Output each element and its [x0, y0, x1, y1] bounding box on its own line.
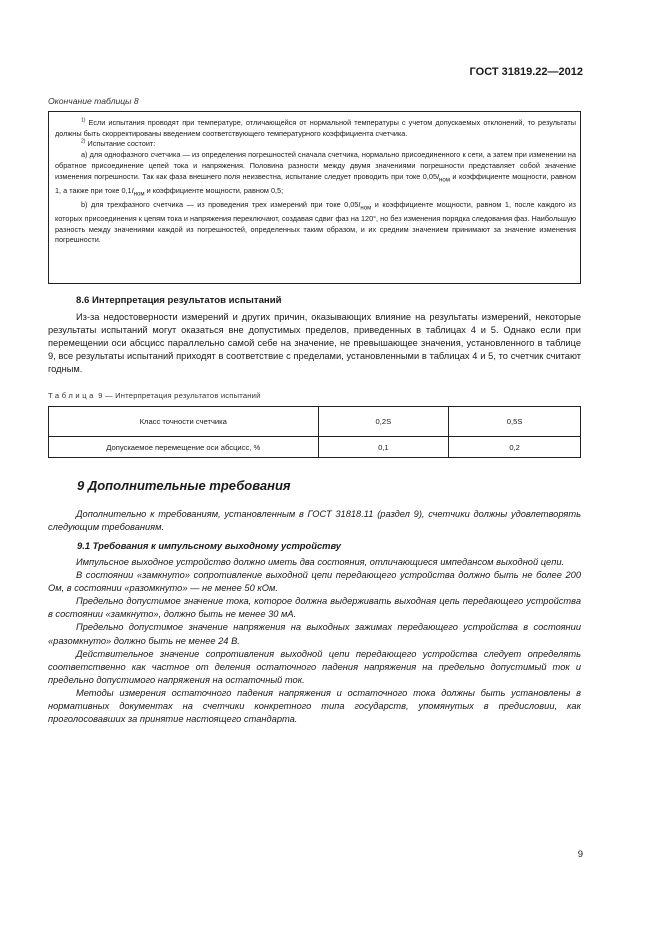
- item-a-text-2: и коэффициенте мощности, равном 1, а также при токе 0,1: [55, 171, 576, 195]
- table9-caption: [48, 391, 261, 400]
- section-9-1-title: 9.1 Требования к импульсному выходному устройству: [77, 540, 342, 551]
- table9: [48, 406, 581, 458]
- paragraph: Предельно допустимое значение тока, которое должна выдерживать выходная цепь передающего устройства в состоянии «замкнуто», должно быть не менее 30 мА.: [48, 596, 581, 620]
- table-row: [49, 407, 581, 437]
- paragraph: В состоянии «замкнуто» сопротивление выходной цепи передающего устройства должно быть не более 200 Ом, в состоянии «разомкнуто» — не менее 50 кОм.: [48, 570, 581, 594]
- table-cell: 0,2S: [318, 407, 449, 437]
- item-b-text-1: b) для трехфазного счетчика — из проведения трех измерений при токе 0,05: [81, 199, 359, 209]
- note-2: [55, 139, 576, 150]
- table9-caption-rest: 9 — Интерпретация результатов испытаний: [95, 391, 261, 400]
- item-a-current-symbol-1: I: [437, 171, 440, 181]
- table-cell: 0,5S: [449, 407, 581, 437]
- section-9-title: 9 Дополнительные требования: [77, 478, 291, 493]
- note-1-marker: 1): [81, 117, 86, 124]
- table-row: [49, 437, 581, 458]
- note-2-item-b: [55, 200, 576, 246]
- table-cell: 0,2: [449, 437, 581, 458]
- note-2-item-a: [55, 150, 576, 200]
- table-cell: 0,1: [318, 437, 449, 458]
- section-9-intro: [48, 508, 581, 534]
- paragraph: Действительное значение сопротивления выходной цепи передающего устройства следует определять соответственно как частное от деления остаточного падения напряжения на предельно допустимый ток и предельно допустимого напряжения на остаточный ток.: [48, 648, 581, 685]
- note-2-text: Испытание состоит:: [87, 139, 156, 149]
- section-8-6-body: [48, 311, 581, 376]
- table-cell: Допускаемое перемещение оси абсцисс, %: [49, 437, 319, 458]
- item-a-text-3: и коэффициенте мощности, равном 0,5;: [144, 185, 284, 195]
- paragraph: Импульсное выходное устройство должно иметь два состояния, отличающиеся импедансом выходной цепи.: [76, 557, 565, 567]
- item-b-sub: ном: [360, 204, 372, 212]
- standard-code: ГОСТ 31819.22—2012: [469, 66, 583, 78]
- section-9-1-body: [48, 556, 581, 726]
- section-8-6-title: 8.6 Интерпретация результатов испытаний: [76, 295, 282, 306]
- table9-caption-word: Таблица: [48, 391, 96, 400]
- paragraph: Методы измерения остаточного падения напряжения и остаточного тока должны быть установлены в нормативных документах на счетчики конкретного типа государств, упомянутых в предисловии, как проголосовавших за принятие настоящего стандарта.: [48, 687, 581, 725]
- note-1-text: Если испытания проводят при температуре, отличающейся от нормальной температуры с учетом допускаемых отклонений, то результаты должны быть скорректированы введением соответствующего температурного коэффициента счетчика.: [55, 118, 576, 138]
- paragraph: Предельно допустимое значение напряжения на выходных зажимах передающего устройства в состоянии «разомкнуто» должно быть не менее 24 В.: [48, 622, 581, 646]
- item-a-sub-1: ном: [439, 175, 450, 183]
- item-a-sub-2: ном: [133, 190, 145, 198]
- section-9-intro-text: Дополнительно к требованиям, установленным в ГОСТ 31818.11 (раздел 9), счетчики должны удовлетворять следующим требованиям.: [48, 509, 581, 533]
- item-b-current-symbol: I: [358, 199, 361, 209]
- table-cell: Класс точности счетчика: [49, 407, 319, 437]
- note-2-marker: 2): [81, 138, 86, 145]
- item-b-text-2: и коэффициенте мощности, равном 1, после каждого из которых присоединения к цепям тока и напряжения переключают, создавая сдвиг фаз на 120°, но без изменения порядка следования фаз. Наибольшую разность между значениями каждой из погрешностей, определенных таким образом, и их средним значением принимают за значение изменения погрешности.: [55, 199, 576, 245]
- table8-continuation-caption: Окончание таблицы 8: [48, 96, 139, 106]
- note-1: [55, 118, 576, 139]
- section-8-6-paragraph: Из-за недостоверности измерений и других причин, оказывающих влияние на результаты измерений, некоторые результаты испытаний могут оказаться вне допустимых пределов, приведенных в таблицах 4 и 5. Однако если при перемещении оси абсцисс параллельно самой себе на значение, не превышающее значения, установленного в таблице 9, все результаты испытаний приходят в соответствие с пределами, установленными в таблицах 4 и 5, то счетчик считают годным.: [48, 312, 581, 375]
- item-a-current-symbol-2: I: [131, 185, 134, 195]
- table8-notes-box: [48, 111, 581, 284]
- item-a-text-1: а) для однофазного счетчика — из определения погрешностей сначала счетчика, нормально присоединенного к сети, а затем при изменении на обратное присоединение цепей тока и напряжения. Половина разности между двумя значениями погрешности представляет собой значение изменения погрешности. Так как фаза внешнего поля неизвестна, испытание следует проводить при токе 0,05: [55, 150, 576, 181]
- page-number: 9: [577, 849, 583, 860]
